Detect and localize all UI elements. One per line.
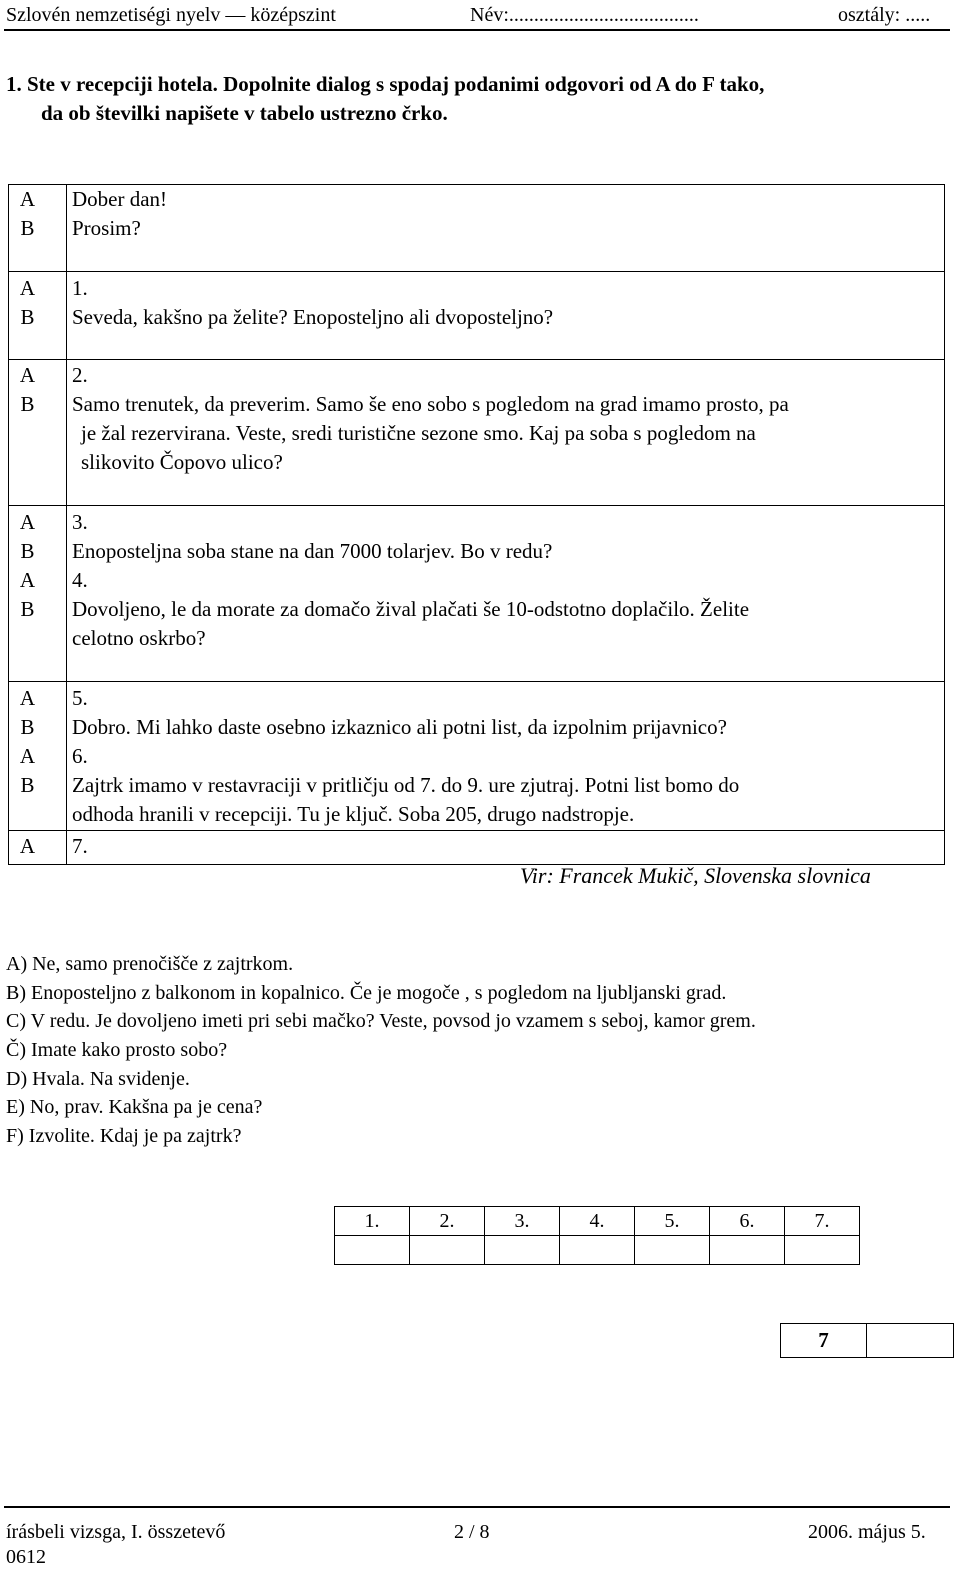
earned-score-cell[interactable] <box>867 1324 953 1357</box>
answer-cell[interactable] <box>335 1236 410 1265</box>
speaker-label: B <box>20 539 35 563</box>
dialogue-text: Dober dan! <box>72 187 168 211</box>
option-c: C) V redu. Je dovoljeno imeti pri sebi mačko? Veste, povsod jo vzamem s seboj, kamor grem. <box>6 1010 756 1032</box>
header-rule <box>4 29 950 31</box>
option-d: D) Hvala. Na svidenje. <box>6 1068 190 1090</box>
source-citation: Vir: Francek Mukič, Slovenska slovnica <box>520 863 871 888</box>
footer-rule <box>4 1506 950 1508</box>
speaker-label: A <box>19 187 36 211</box>
answer-number: 5. <box>635 1207 710 1236</box>
column-divider <box>66 185 67 864</box>
score-box <box>780 1323 954 1358</box>
dialogue-box <box>8 184 945 865</box>
speaker-label: B <box>20 216 35 240</box>
answer-number: 3. <box>485 1207 560 1236</box>
max-score: 7 <box>781 1324 867 1357</box>
row-divider <box>9 359 944 360</box>
option-e: E) No, prav. Kakšna pa je cena? <box>6 1096 263 1118</box>
speaker-label: A <box>19 686 36 710</box>
answer-number: 2. <box>410 1207 485 1236</box>
dialogue-text: 1. <box>72 276 88 300</box>
dialogue-text: 4. <box>72 568 88 592</box>
answer-number: 1. <box>335 1207 410 1236</box>
dialogue-text: 5. <box>72 686 88 710</box>
dialogue-text: 3. <box>72 510 88 534</box>
dialogue-text: Enoposteljna soba stane na dan 7000 tolarjev. Bo v redu? <box>72 539 553 563</box>
speaker-label: A <box>19 568 36 592</box>
dialogue-text: Seveda, kakšno pa želite? Enoposteljno ali dvoposteljno? <box>72 305 554 329</box>
answer-number: 6. <box>710 1207 785 1236</box>
answer-table-input-row <box>335 1236 860 1265</box>
answer-number: 7. <box>785 1207 860 1236</box>
speaker-label: A <box>19 276 36 300</box>
answer-number: 4. <box>560 1207 635 1236</box>
page-number: 2 / 8 <box>454 1521 490 1543</box>
dialogue-text: slikovito Čopovo ulico? <box>81 450 283 474</box>
question-line-2: da ob številki napišete v tabelo ustrezno črko. <box>41 101 448 125</box>
dialogue-text: Dovoljeno, le da morate za domačo žival plačati še 10-odstotno doplačilo. Želite <box>72 597 750 621</box>
answer-cell[interactable] <box>710 1236 785 1265</box>
dialogue-text: Zajtrk imamo v restavraciji v pritličju od 7. do 9. ure zjutraj. Potni list bomo do <box>72 773 740 797</box>
dialogue-text: celotno oskrbo? <box>72 626 206 650</box>
dialogue-text: Prosim? <box>72 216 141 240</box>
answer-table <box>334 1206 860 1265</box>
option-a: A) Ne, samo prenočišče z zajtrkom. <box>6 953 294 975</box>
option-b: B) Enoposteljno z balkonom in kopalnico. Če je mogoče , s pogledom na ljubljanski grad. <box>6 982 727 1004</box>
row-divider <box>9 681 944 682</box>
dialogue-text: odhoda hranili v recepciji. Tu je ključ. Soba 205, drugo nadstropje. <box>72 802 635 826</box>
answer-table-header-row <box>335 1207 860 1236</box>
speaker-label: A <box>19 834 36 858</box>
dialogue-text: je žal rezervirana. Veste, sredi turistične sezone smo. Kaj pa soba s pogledom na <box>81 421 756 445</box>
name-field-label: Név:...................................... <box>470 4 699 26</box>
speaker-label: A <box>19 363 36 387</box>
dialogue-text: Samo trenutek, da preverim. Samo še eno sobo s pogledom na grad imamo prosto, pa <box>72 392 789 416</box>
option-c-caron: Č) Imate kako prosto sobo? <box>6 1039 228 1061</box>
exam-date: 2006. május 5. <box>808 1521 926 1543</box>
row-divider <box>9 830 944 831</box>
class-field-label: osztály: ..... <box>838 4 931 26</box>
question-line-1: 1. Ste v recepciji hotela. Dopolnite dialog s spodaj podanimi odgovori od A do F tako, <box>6 72 765 96</box>
row-divider <box>9 505 944 506</box>
exam-subject: Szlovén nemzetiségi nyelv — középszint <box>6 4 336 26</box>
option-f: F) Izvolite. Kdaj je pa zajtrk? <box>6 1125 242 1147</box>
footer-exam-part: írásbeli vizsga, I. összetevő <box>6 1521 226 1543</box>
speaker-label: B <box>20 305 35 329</box>
exam-code: 0612 <box>6 1546 46 1568</box>
speaker-label: B <box>20 715 35 739</box>
answer-cell[interactable] <box>410 1236 485 1265</box>
answer-cell[interactable] <box>485 1236 560 1265</box>
answer-cell[interactable] <box>635 1236 710 1265</box>
speaker-label: A <box>19 510 36 534</box>
speaker-label: B <box>20 597 35 621</box>
dialogue-text: Dobro. Mi lahko daste osebno izkaznico ali potni list, da izpolnim prijavnico? <box>72 715 727 739</box>
answer-cell[interactable] <box>785 1236 860 1265</box>
speaker-label: A <box>19 744 36 768</box>
answer-cell[interactable] <box>560 1236 635 1265</box>
row-divider <box>9 271 944 272</box>
dialogue-text: 6. <box>72 744 88 768</box>
dialogue-text: 7. <box>72 834 88 858</box>
speaker-label: B <box>20 392 35 416</box>
speaker-label: B <box>20 773 35 797</box>
dialogue-text: 2. <box>72 363 88 387</box>
